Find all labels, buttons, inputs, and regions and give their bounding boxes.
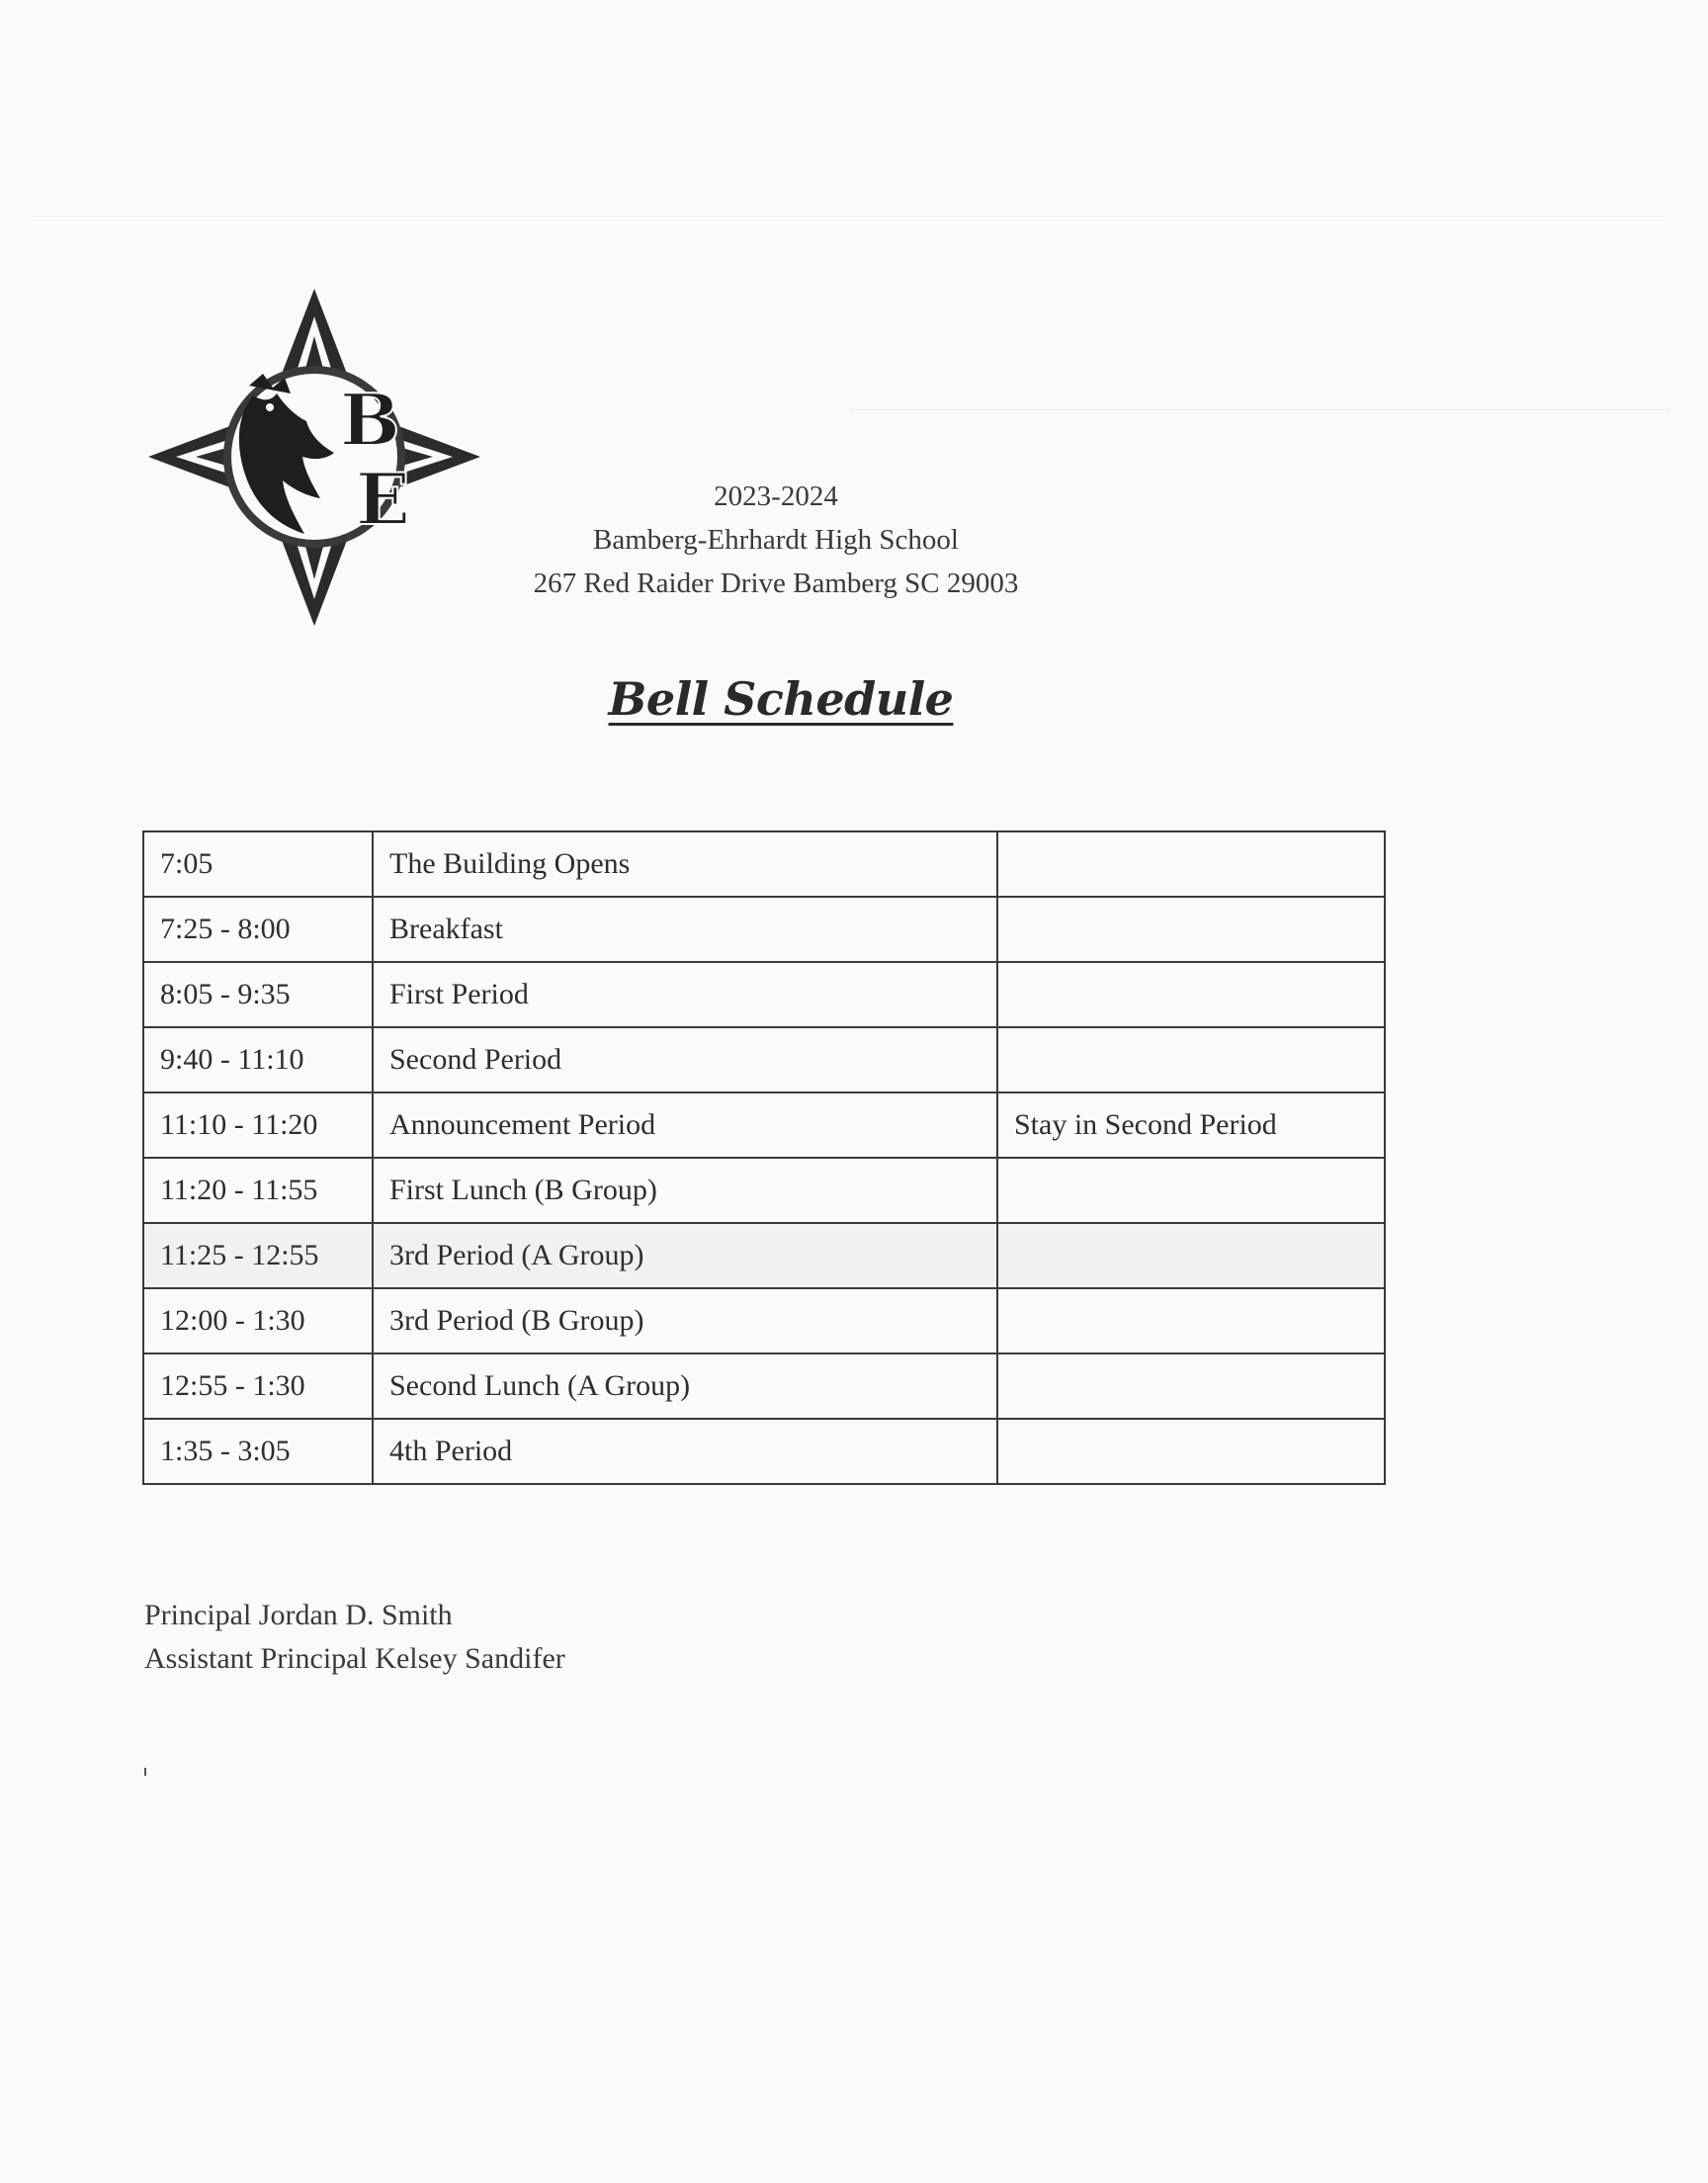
time-cell: 11:25 - 12:55: [143, 1223, 373, 1288]
time-cell: 9:40 - 11:10: [143, 1027, 373, 1092]
event-cell: 3rd Period (A Group): [373, 1223, 997, 1288]
time-cell: 12:55 - 1:30: [143, 1353, 373, 1419]
page-title-text: Bell Schedule: [608, 672, 954, 726]
time-cell: 1:35 - 3:05: [143, 1419, 373, 1484]
note-cell: [997, 962, 1385, 1027]
scan-mark: [144, 1768, 146, 1776]
school-logo-icon: [146, 287, 482, 628]
table-row: [143, 1158, 1385, 1223]
time-cell: 7:05: [143, 831, 373, 897]
event-cell: Second Lunch (A Group): [373, 1353, 997, 1419]
school-address: 267 Red Raider Drive Bamberg SC 29003: [533, 568, 1019, 599]
table-row: [143, 1419, 1385, 1484]
note-cell: [997, 1223, 1385, 1288]
time-cell: 7:25 - 8:00: [143, 897, 373, 962]
table-row: [143, 831, 1385, 897]
time-cell: 11:10 - 11:20: [143, 1092, 373, 1158]
staff-names: [144, 1594, 565, 1681]
note-cell: [997, 1027, 1385, 1092]
school-name: Bamberg-Ehrhardt High School: [593, 524, 959, 556]
assistant-principal-name: Assistant Principal Kelsey Sandifer: [144, 1642, 565, 1675]
time-cell: 12:00 - 1:30: [143, 1288, 373, 1353]
note-cell: Stay in Second Period: [997, 1092, 1385, 1158]
note-cell: [997, 897, 1385, 962]
table-row: [143, 1223, 1385, 1288]
note-cell: [997, 1288, 1385, 1353]
note-cell: [997, 831, 1385, 897]
table-row: [143, 962, 1385, 1027]
time-cell: 8:05 - 9:35: [143, 962, 373, 1027]
school-header: [455, 475, 1097, 605]
note-cell: [997, 1158, 1385, 1223]
table-row: [143, 1353, 1385, 1419]
svg-text:B: B: [340, 378, 400, 462]
event-cell: 4th Period: [373, 1419, 997, 1484]
event-cell: Second Period: [373, 1027, 997, 1092]
time-cell: 11:20 - 11:55: [143, 1158, 373, 1223]
page-title: [593, 672, 969, 726]
table-row: [143, 1288, 1385, 1353]
table-row: [143, 897, 1385, 962]
event-cell: Announcement Period: [373, 1092, 997, 1158]
table-row: [143, 1092, 1385, 1158]
note-cell: [997, 1419, 1385, 1484]
principal-name: Principal Jordan D. Smith: [144, 1599, 453, 1631]
event-cell: First Lunch (B Group): [373, 1158, 997, 1223]
note-cell: [997, 1353, 1385, 1419]
school-year: 2023-2024: [714, 480, 838, 512]
event-cell: Breakfast: [373, 897, 997, 962]
scan-artifact-line: [850, 409, 1670, 410]
bell-schedule-table: [142, 830, 1386, 1485]
event-cell: 3rd Period (B Group): [373, 1288, 997, 1353]
scan-artifact-line: [30, 216, 1670, 217]
event-cell: First Period: [373, 962, 997, 1027]
table-row: [143, 1027, 1385, 1092]
event-cell: The Building Opens: [373, 831, 997, 897]
svg-text:E: E: [356, 457, 410, 541]
